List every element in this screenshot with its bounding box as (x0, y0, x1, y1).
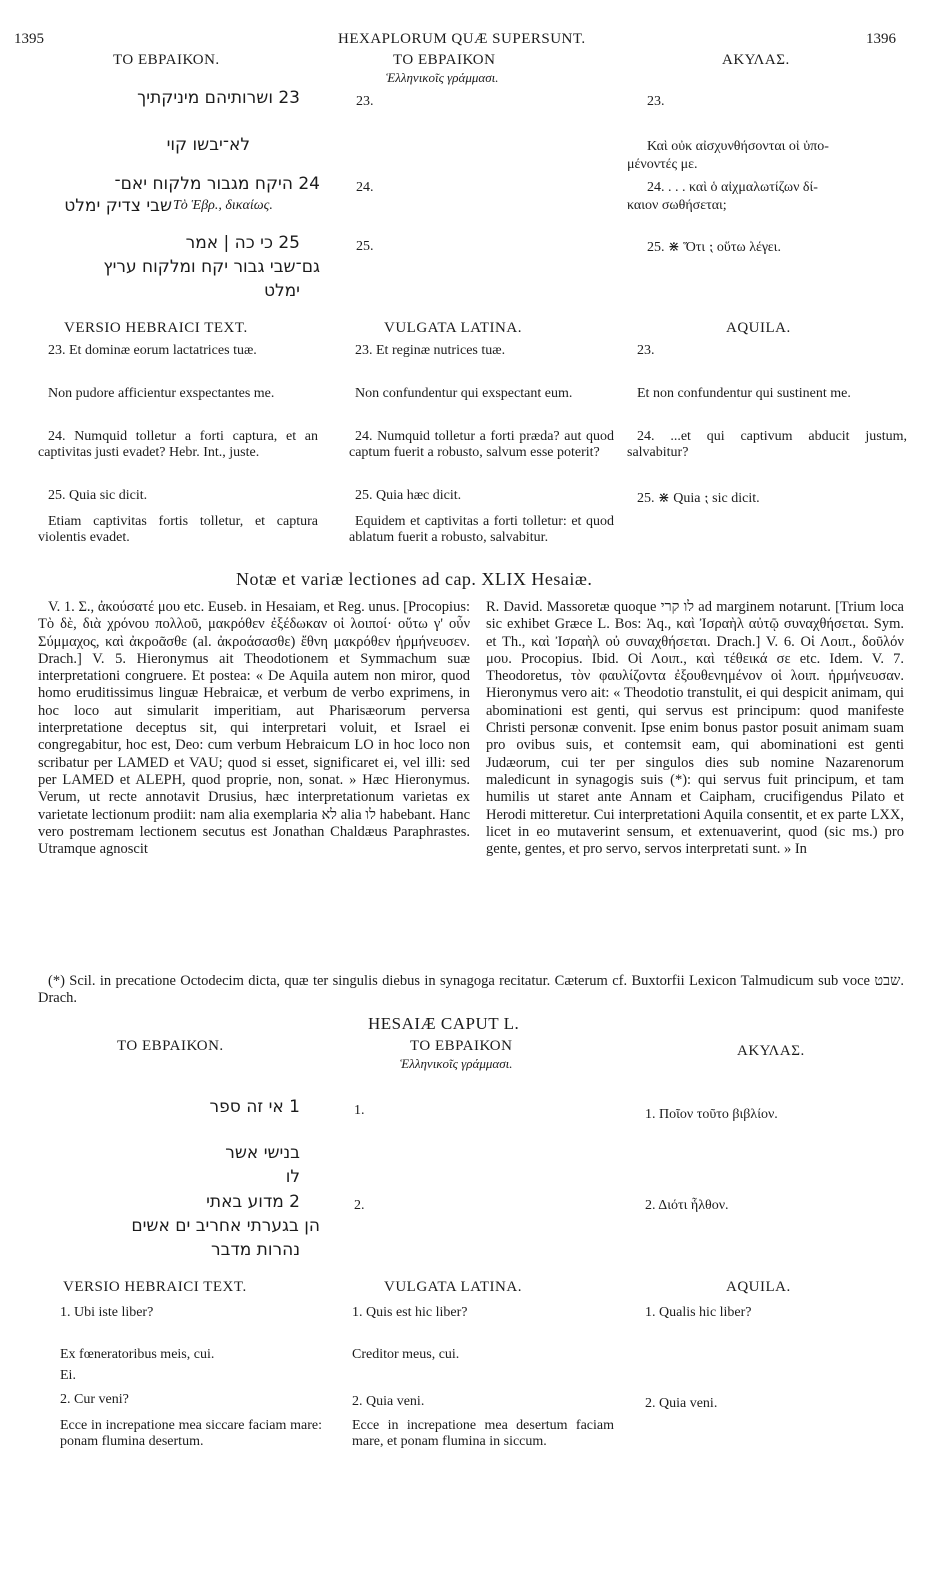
vulgate-para: Non confundentur qui exspectant eum. (355, 386, 573, 401)
verse-number: 25. (356, 239, 374, 254)
latin-head-hebrew: VERSIO HEBRAICI TEXT. (63, 1279, 247, 1295)
aquila-greek: καιον σωθήσεται; (627, 198, 727, 213)
latin-head-hebrew: VERSIO HEBRAICI TEXT. (64, 320, 248, 336)
aquila-greek: 23. (647, 94, 665, 109)
aquila-latin-para: 23. (637, 343, 655, 358)
latin-head-vulgate: VULGATA LATINA. (384, 320, 522, 336)
vulgate-para: Ecce in increpatione mea desertum faciam mare, et ponam flumina in siccum. (352, 1418, 614, 1449)
verse-number: 24. (356, 180, 374, 195)
hebrew-line: הן בגערתי אחריב ים אשים (131, 1216, 320, 1236)
latin-head-aquila: AQUILA. (726, 1279, 791, 1295)
latin-hebrew-para: Ex fœneratoribus meis, cui. (60, 1347, 215, 1362)
aquila-greek: μένοντές με. (627, 157, 698, 172)
page-number-left: 1395 (14, 31, 44, 47)
latin-head-aquila: AQUILA. (726, 320, 791, 336)
hebrew-line: 24 היקח מגבור מלקוח יאם־ (114, 174, 320, 194)
latin-hebrew-para: 24. Numquid tolletur a forti captura, et an captivitas justi evadet? Hebr. Int., juste. (38, 429, 318, 460)
latin-hebrew-para: Ei. (60, 1368, 76, 1383)
running-title: HEXAPLORUM QUÆ SUPERSUNT. (338, 31, 586, 47)
notes-title: Notæ et variæ lectiones ad cap. XLIX Hesaiæ. (236, 569, 593, 589)
aquila-greek: 25. ⋇ Ὅτι ⁏ οὕτω λέγει. (647, 240, 781, 255)
hebrew-line: שבי צדיק ימלט (64, 196, 172, 216)
hebrew-line: 25 כי כה | אמר (185, 233, 300, 253)
hebrew-line: לו (285, 1167, 300, 1187)
latin-hebrew-para: Ecce in increpatione mea siccare faciam mare: ponam flumina desertum. (60, 1418, 322, 1449)
hebrew-line: לא־יבשו קוי (166, 135, 250, 155)
aquila-latin-para: 2. Quia veni. (645, 1396, 718, 1411)
latin-hebrew-para: Etiam captivitas fortis tolletur, et captura violentis evadet. (38, 514, 318, 545)
latin-hebrew-para: 2. Cur veni? (60, 1392, 129, 1407)
col-head-greek-letters: ΤΟ ΕΒΡΑΙΚΟΝ (393, 52, 496, 68)
chapter-title: HESAIÆ CAPUT L. (368, 1014, 520, 1033)
hebrew-line: 23 ושרותיהם מיניקתיך (137, 88, 300, 108)
vulgate-para: 2. Quia veni. (352, 1394, 425, 1409)
aquila-latin-para: 25. ⋇ Quia ⁏ sic dicit. (637, 491, 760, 506)
latin-head-vulgate: VULGATA LATINA. (384, 1279, 522, 1295)
notes-right-column: R. David. Massoretæ quoque לו קרי ad marginem notarunt. [Trium loca sic exhibet Græce L. Bos: Ἀq., καὶ Ἰσραὴλ αὐτῷ συναχθήσεται. Sym. et Th., καὶ Ἰσραὴλ οὐ συναχθήσεται. Drach.] V. 6. Οἱ Λοιπ., δοῦλόν μου. Procopius. Ibid. Οἱ Λοιπ., καὶ τέθεικά σε etc. Idem. V. 7. Theodoretus, τὸν φαυλίζοντα ἐξουθενημένον οἱ λοιπ. ἡρμήνευσαν. Hieronymus vero ait: « Theodotio transtulit, ei qui despicit animam, qui abominationi est genti, qui servus est principum: quod manifeste Christi personæ convenit. Ipse enim bonus pastor posuit animam suam pro ovibus suis, et contemsit eam, qui abominationi est genti Judæorum, cui ter per singulos dies sub nomine Nazarenorum maledicunt in synagogis suis (*): qui servus fuit principum, et tam humilis ut staret ante Annam et Caipham, crucifigendus Pilato et Herodi mitteretur. Cui interpretationi Aquila consentit, et ex parte LXX, licet in eo mutaverint sensum, et extenuaverint, quod (sic ms.) pro gente, gentes, et pro servo, servos interpretati sunt. » In (486, 599, 904, 858)
vulgate-para: 1. Quis est hic liber? (352, 1305, 468, 1320)
aquila-greek: 2. Διότι ἦλθον. (645, 1198, 729, 1213)
vulgate-para: 24. Numquid tolletur a forti præda? aut quod captum fuerit a robusto, salvum esse poterit? (349, 429, 614, 460)
footnote: (*) Scil. in precatione Octodecim dicta, quæ ter singulis diebus in synagoga recitatur. Cæterum cf. Buxtorfii Lexicon Talmudicum sub voce שבט. Drach. (38, 973, 904, 1007)
hebrew-line: 2 מדוע באתי (206, 1192, 300, 1212)
col-head-greek-letters: ΤΟ ΕΒΡΑΙΚΟΝ (410, 1038, 513, 1054)
aquila-greek: 24. . . . καὶ ὁ αἰχμαλωτίζων δί- (647, 180, 818, 195)
hebrew-line: ימלט (263, 281, 300, 301)
hebrew-line: גם־שבי גבור יקח ומלקוח עריץ (103, 257, 320, 277)
aquila-latin-para: 1. Qualis hic liber? (645, 1305, 752, 1320)
verse-number: 23. (356, 94, 374, 109)
col-head-aquila: ΑΚΥΛΑΣ. (737, 1043, 805, 1059)
verse-number: 2. (354, 1198, 365, 1213)
vulgate-para: 23. Et reginæ nutrices tuæ. (355, 343, 506, 358)
latin-hebrew-para: 25. Quia sic dicit. (48, 488, 148, 503)
latin-hebrew-para: 1. Ubi iste liber? (60, 1305, 154, 1320)
vulgate-para: 25. Quia hæc dicit. (355, 488, 462, 503)
verse-number: 1. (354, 1103, 365, 1118)
latin-hebrew-para: Non pudore afficientur exspectantes me. (48, 386, 275, 401)
aquila-greek: Καὶ οὐκ αἰσχυνθήσονται οἱ ὑπο- (647, 139, 829, 154)
col-head-hebrew: ΤΟ ΕΒΡΑΙΚΟΝ. (117, 1038, 224, 1054)
vulgate-para: Creditor meus, cui. (352, 1347, 460, 1362)
hebrew-line: נהרות מדבר (211, 1240, 300, 1260)
aquila-latin-para: 24. ...et qui captivum abducit justum, salvabitur? (627, 429, 907, 460)
page-number-right: 1396 (866, 31, 896, 47)
vulgate-para: Equidem et captivitas a forti tolletur: et quod ablatum fuerit a robusto, salvabitur. (349, 514, 614, 545)
hebrew-line: 1 אי זה ספר (209, 1097, 300, 1117)
notes-left-column: V. 1. Σ., ἀκούσατέ μου etc. Euseb. in Hesaiam, et Reg. unus. [Procopius: Τὸ δὲ, διὰ χρόνου πολλοῦ, μακρόθεν ἐξέδωκαν οἱ λοιποί· οὕτω γ' οὖν Σύμμαχος, καὶ ἀκροᾶσθε (al. ἀκροάσασθε) ἔθνη μακρόθεν ἡρμήνευσεν. Drach.] V. 5. Hieronymus ait Theodotionem et Symmachum suæ interpretationi congruere. Et postea: « De Aquila autem non miror, quod homo eruditissimus linguæ Hebraicæ, et verbum de verbo exprimens, in hoc loco aut simularit imperitiam, aut Pharisæorum perversa interpretatione deceptus sit, qui interpretari voluit, et Israel ei congregabitur, hoc est, Deo: cum verbum Hebraicum LO in hoc loco non scribatur per LAMED et VAU; quod si esset, significaret ei, vel illi: sed per LAMED et ALEPH, quod proprie, non, sonat. » Hæc Hieronymus. Verum, ut recte annotavit Drusius, hæc interpretationum varietas ex varietate lectionum prodiit: nam alia exemplaria לא alia לו habebant. Hanc vero postremam lectionem secutus est Jonathan Chaldæus Paraphrastes. Utramque agnoscit (38, 599, 470, 858)
aquila-latin-para: Et non confundentur qui sustinent me. (637, 386, 851, 401)
latin-hebrew-para: 23. Et dominæ eorum lactatrices tuæ. (48, 343, 257, 358)
hebrew-line: בנישי אשר (225, 1143, 300, 1163)
col-head-hebrew: ΤΟ ΕΒΡΑΙΚΟΝ. (113, 52, 220, 68)
hebrew-note: Τὸ Ἑβρ., δικαίως. (173, 198, 273, 213)
col-head-greek-letters-sub: Ἑλληνικοῖς γράμμασι. (400, 1056, 513, 1071)
col-head-aquila: ΑΚΥΛΑΣ. (722, 52, 790, 68)
col-head-greek-letters-sub: Ἑλληνικοῖς γράμμασι. (386, 70, 499, 85)
aquila-greek: 1. Ποῖον τοῦτο βιβλίον. (645, 1107, 778, 1122)
